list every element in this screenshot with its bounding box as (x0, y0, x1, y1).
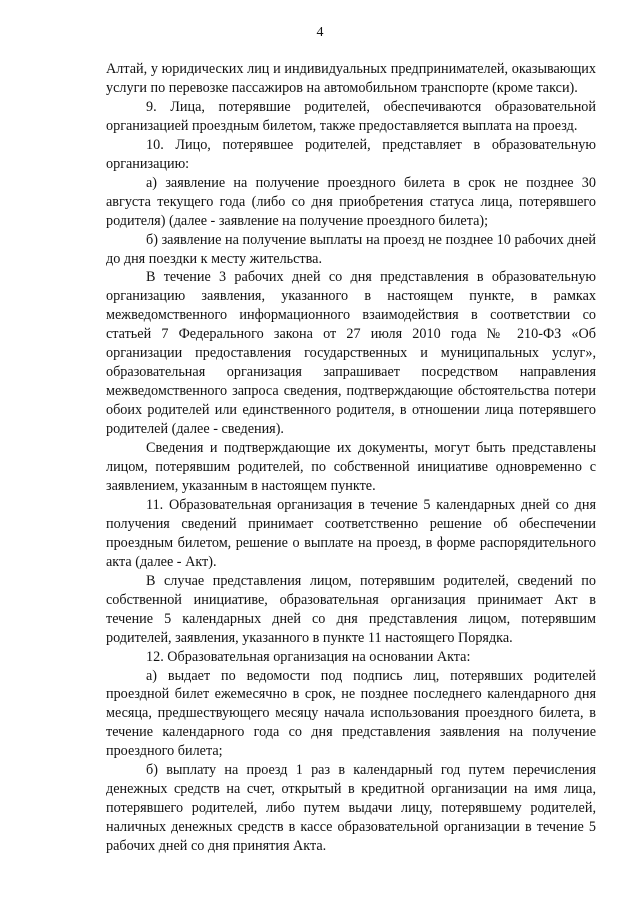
paragraph-item-9: 9. Лица, потерявшие родителей, обеспечиваются образовательной организацией проездным билетом, также предоставляется выплата на проезд. (106, 98, 596, 134)
paragraph-item-12: 12. Образовательная организация на основании Акта: (146, 648, 471, 665)
paragraph-item-11: 11. Образовательная организация в течение 5 календарных дней со дня получения сведений принимает соответственно решение об обеспечении проездным билетом, решение о выплате на проезд, в форме распорядительного акта (далее - Акт). (106, 496, 596, 570)
paragraph-subitem-12a: а) выдает по ведомости под подпись лиц, потерявших родителей проездной билет ежемесячно в срок, не позднее последнего календарного дня месяца, предшествующего месяцу начала использования проездного билета, в течение календарного года со дня представления заявления на получение проездного билета; (106, 667, 596, 760)
paragraph-interagency-request: В течение 3 рабочих дней со дня представления в образовательную организацию заявления, указанного в настоящем пункте, в рамках межведомственного информационного взаимодействия в соответствии со статьей 7 Федерального закона от 27 июля 2010 года № 210-ФЗ «Об организации предоставления государственных и муниципальных услуг», образовательная организация запрашивает посредством направления межведомственного запроса сведения, подтверждающие обстоятельства потери обоих родителей или единственного родителя, в отношении лица потерявшего родителей (далее - сведения). (106, 269, 596, 438)
paragraph-subitem-10a: а) заявление на получение проездного билета в срок не позднее 30 августа текущего года (либо со дня приобретения статуса лица, потерявшего родителя) (далее - заявление на получение проездного билета); (106, 174, 596, 229)
paragraph-subitem-12b: б) выплату на проезд 1 раз в календарный год путем перечисления денежных средств на счет, открытый в кредитной организации на имя лица, потерявшего родителей, либо путем выдачи лицу, потерявшему родителей, наличных денежных средств в кассе образовательной организации в течение 5 рабочих дней со дня принятия Акта. (106, 762, 596, 855)
paragraph-item-10: 10. Лицо, потерявшее родителей, представляет в образовательную организацию: (106, 136, 596, 172)
paragraph-subitem-10b: б) заявление на получение выплаты на проезд не позднее 10 рабочих дней до дня поездки к месту жительства. (106, 231, 596, 267)
paragraph-act-deadline: В случае представления лицом, потерявшим родителей, сведений по собственной инициативе, образовательная организация принимает Акт в течение 5 календарных дней со дня представления лицом, потерявшим родителей, заявления, указанного в пункте 11 настоящего Порядка. (106, 572, 596, 646)
paragraph-continuation: Алтай, у юридических лиц и индивидуальных предпринимателей, оказывающих услуги по перевозке пассажиров на автомобильном транспорте (кроме такси). (106, 61, 596, 96)
document-body (106, 60, 596, 856)
page-number: 4 (316, 25, 324, 40)
paragraph-own-initiative: Сведения и подтверждающие их документы, могут быть представлены лицом, потерявшим родителей, по собственной инициативе одновременно с заявлением, указанным в настоящем пункте. (106, 440, 596, 494)
